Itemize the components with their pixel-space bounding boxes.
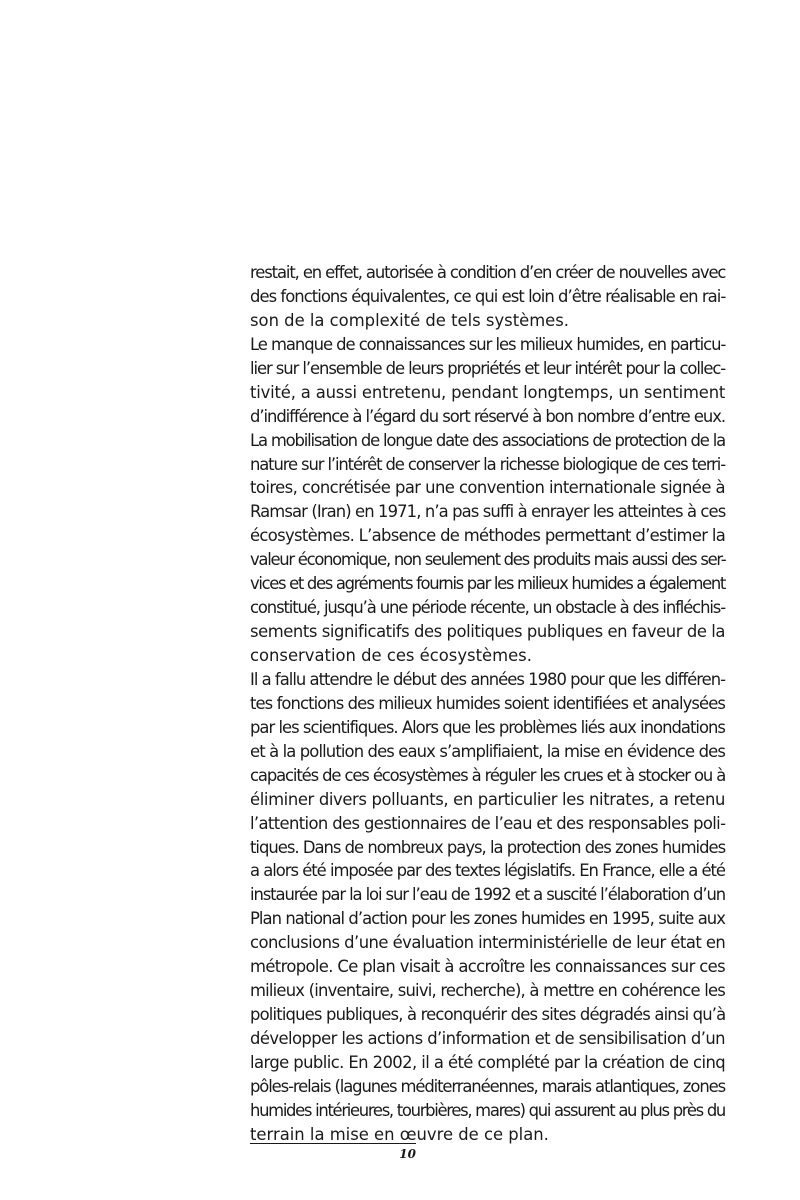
text-line: des fonctions équivalentes, ce qui est loin d’être réalisable en rai- xyxy=(250,286,726,306)
text-line: Il a fallu attendre le début des années 1980 pour que les différen- xyxy=(250,669,726,689)
text-line: pôles-relais (lagunes méditerranéennes, marais atlantiques, zones xyxy=(250,1076,726,1096)
text-line: large public. En 2002, il a été complété par la création de cinq xyxy=(250,1052,726,1072)
page-number: 10 xyxy=(399,1147,416,1161)
text-line: conclusions d’une évaluation interministérielle de leur état en xyxy=(250,933,726,953)
text-line: instaurée par la loi sur l’eau de 1992 et a suscité l’élaboration d’un xyxy=(250,885,726,905)
text-line: et à la pollution des eaux s’amplifiaient, la mise en évidence des xyxy=(250,741,725,761)
footer-divider xyxy=(250,1143,416,1144)
text-line: restait, en effet, autorisée à condition d’en créer de nouvelles avec xyxy=(250,263,726,282)
text-line: lier sur l’ensemble de leurs propriétés et leur intérêt pour la collec- xyxy=(250,358,726,378)
text-line: vices et des agréments fournis par les milieux humides a également xyxy=(250,574,725,594)
text-line: sements significatifs des politiques publiques en faveur de la xyxy=(250,622,725,642)
text-line: capacités de ces écosystèmes à réguler les crues et à stocker ou à xyxy=(250,765,726,785)
text-line: constitué, jusqu’à une période récente, un obstacle à des infléchis- xyxy=(250,598,725,618)
text-line: toires, concrétisée par une convention internationale signée à xyxy=(250,478,725,498)
paragraph-2 xyxy=(250,333,725,429)
text-line: éliminer divers polluants, en particulier les nitrates, a retenu xyxy=(250,789,725,809)
text-line: développer les actions d’information et de sensibilisation d’un xyxy=(250,1029,725,1048)
text-line: écosystèmes. L’absence de méthodes permettant d’estimer la xyxy=(250,526,726,546)
text-line: tivité, a aussi entretenu, pendant longtemps, un sentiment xyxy=(250,382,726,402)
text-line: La mobilisation de longue date des associations de protection de la xyxy=(250,430,725,450)
text-line: d’indifférence à l’égard du sort réservé à bon nombre d’entre eux. xyxy=(250,406,725,426)
text-line: a alors été imposée par des textes législatifs. En France, elle a été xyxy=(250,861,725,881)
paragraph-1 xyxy=(250,261,725,333)
paragraph-4 xyxy=(250,668,725,1147)
text-line: terrain la mise en œuvre de ce plan. xyxy=(250,1124,549,1144)
text-line: son de la complexité de tels systèmes. xyxy=(250,310,570,330)
paragraph-3 xyxy=(250,429,725,668)
text-line: valeur économique, non seulement des produits mais aussi des ser- xyxy=(250,550,726,570)
text-line: par les scientifiques. Alors que les problèmes liés aux inondations xyxy=(250,717,725,737)
text-line: Le manque de connaissances sur les milieux humides, en particu- xyxy=(250,334,726,354)
text-line: l’attention des gestionnaires de l’eau et des responsables poli- xyxy=(250,813,726,833)
text-line: nature sur l’intérêt de conserver la richesse biologique de ces terri- xyxy=(250,454,725,474)
body-text xyxy=(250,261,725,1147)
text-line: tes fonctions des milieux humides soient identifiées et analysées xyxy=(250,693,725,713)
text-line: tiques. Dans de nombreux pays, la protection des zones humides xyxy=(250,837,726,857)
text-line: milieux (inventaire, suivi, recherche), à mettre en cohérence les xyxy=(250,981,725,1001)
text-line: Ramsar (Iran) en 1971, n’a pas suffi à enrayer les atteintes à ces xyxy=(250,502,726,522)
text-line: conservation de ces écosystèmes. xyxy=(250,646,532,665)
text-line: métropole. Ce plan visait à accroître les connaissances sur ces xyxy=(250,957,725,977)
text-line: politiques publiques, à reconquérir des sites dégradés ainsi qu’à xyxy=(250,1005,726,1025)
text-line: humides intérieures, tourbières, mares) qui assurent au plus près du xyxy=(250,1100,725,1120)
text-line: Plan national d’action pour les zones humides en 1995, suite aux xyxy=(250,909,725,929)
